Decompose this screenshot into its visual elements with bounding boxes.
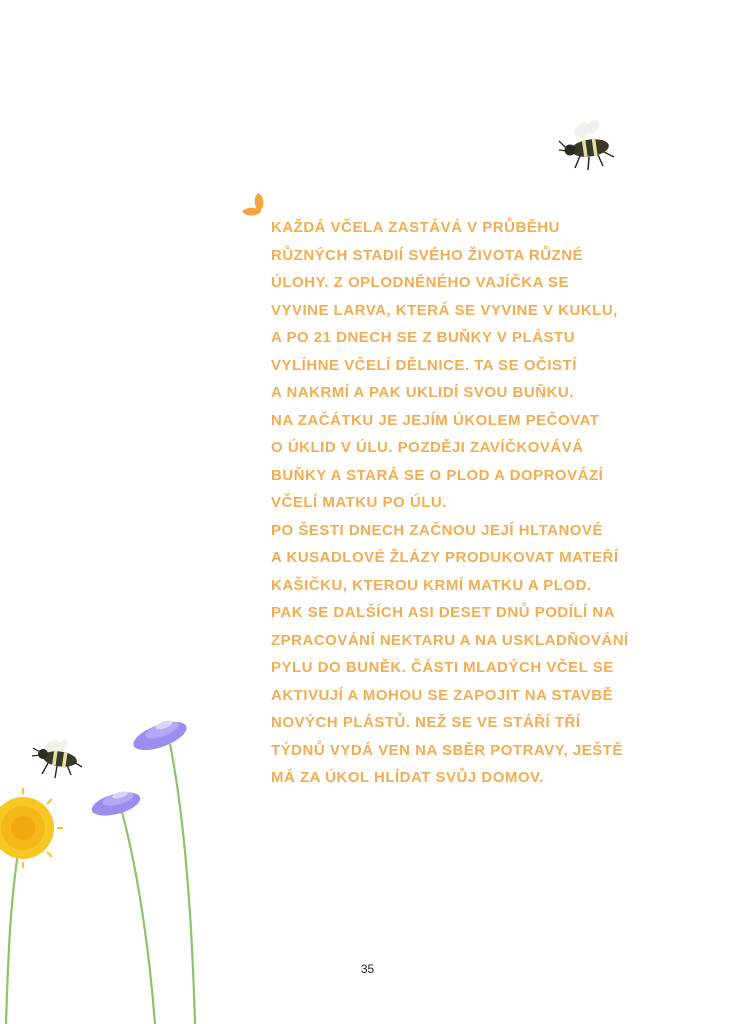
text-line: ÚLOHY. Z OPLODNĚNÉHO VAJÍČKA SE — [271, 274, 570, 291]
text-line: VYLÍHNE VČELÍ DĚLNICE. TA SE OČISTÍ — [271, 356, 577, 374]
text-line: KAŠIČKU, KTEROU KRMÍ MATKU A PLOD. — [271, 576, 592, 594]
scabiosa-flower-icon — [130, 716, 190, 756]
bee-icon — [559, 118, 614, 170]
page-number: 35 — [360, 962, 375, 976]
bee-icon — [32, 738, 82, 778]
text-line: TÝDNŮ VYDÁ VEN NA SBĚR POTRAVY, JEŠTĚ — [271, 741, 623, 759]
text-line: NA ZAČÁTKU JE JEJÍM ÚKOLEM PEČOVAT — [271, 411, 600, 429]
flower-stems — [6, 744, 195, 1024]
text-line: PO ŠESTI DNECH ZAČNOU JEJÍ HLTANOVÉ — [271, 521, 603, 539]
text-line: VYVINE LARVA, KTERÁ SE VYVINE V KUKLU, — [271, 301, 618, 319]
scabiosa-flower-icon — [89, 788, 142, 820]
text-line: A KUSADLOVÉ ŽLÁZY PRODUKOVAT MATEŘÍ — [271, 549, 619, 566]
petal-mark-icon — [242, 193, 263, 216]
text-line: VČELÍ MATKU PO ÚLU. — [271, 494, 447, 511]
text-line: PYLU DO BUNĚK. ČÁSTI MLADÝCH VČEL SE — [271, 659, 614, 676]
body-text — [271, 214, 671, 792]
text-line: BUŇKY A STARÁ SE O PLOD A DOPROVÁZÍ — [271, 466, 604, 484]
text-line: A PO 21 DNECH SE Z BUŇKY V PLÁSTU — [271, 329, 576, 346]
text-line: AKTIVUJÍ A MOHOU SE ZAPOJIT NA STAVBĚ — [271, 686, 614, 704]
dandelion-icon — [0, 788, 63, 868]
text-line: A NAKRMÍ A PAK UKLIDÍ SVOU BUŇKU. — [271, 384, 574, 401]
text-line: O ÚKLID V ÚLU. POZDĚJI ZAVÍČKOVÁVÁ — [271, 439, 584, 456]
text-line: NOVÝCH PLÁSTŮ. NEŽ SE VE STÁŘÍ TŘÍ — [271, 714, 581, 731]
text-line: MÁ ZA ÚKOL HLÍDAT SVŮJ DOMOV. — [271, 769, 544, 786]
text-line: PAK SE DALŠÍCH ASI DESET DNŮ PODÍLÍ NA — [271, 604, 616, 621]
text-line: ZPRACOVÁNÍ NEKTARU A NA USKLADŇOVÁNÍ — [271, 631, 629, 649]
text-line: KAŽDÁ VČELA ZASTÁVÁ V PRŮBĚHU — [271, 219, 560, 236]
text-line: RŮZNÝCH STADIÍ SVÉHO ŽIVOTA RŮZNÉ — [271, 246, 584, 264]
